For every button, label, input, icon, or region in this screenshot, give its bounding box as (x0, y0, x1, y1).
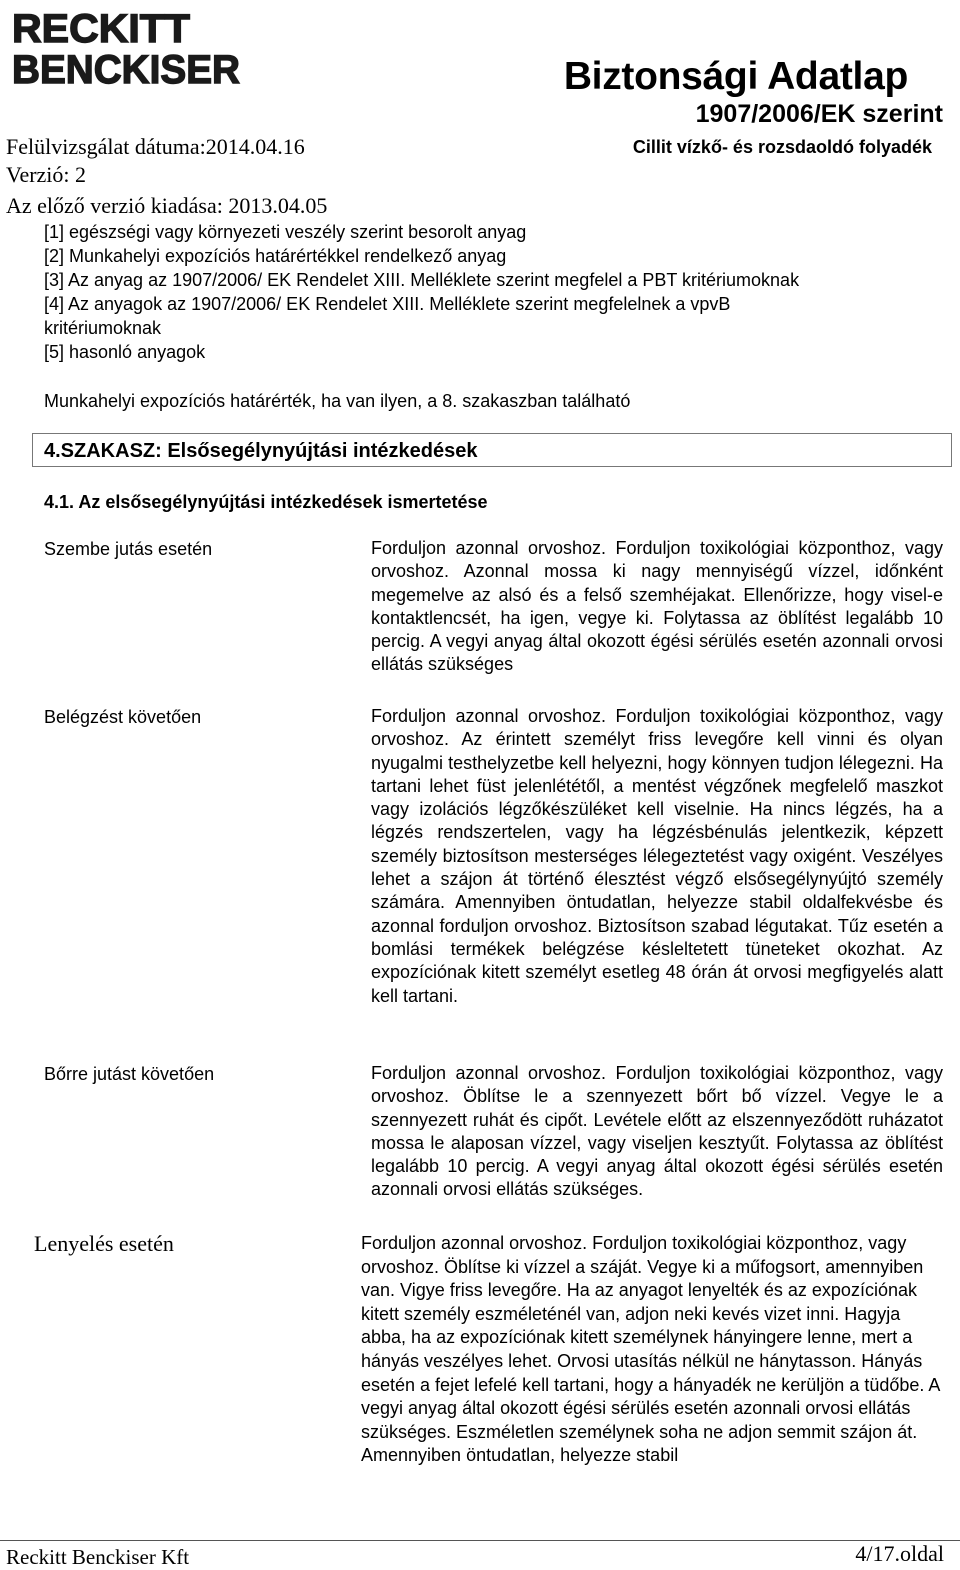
revision-date: Felülvizsgálat dátuma:2014.04.16 (6, 134, 305, 159)
skin-contact-text: Forduljon azonnal orvoshoz. Forduljon toxikológiai központhoz, vagy orvoshoz. Öblítse le a szennyezett bőrt bő vízzel. Vegye le a szennyezett ruhát és cipőt. Levétele előtt az elszennyeződött ruházatot mossa le alaposan vízzel, vagy viseljen kesztyűt. Folytassa az öblítést legalább 10 percig. A vegyi anyag által okozott égési sérülés esetén azonnali orvosi ellátás szükséges. (371, 1063, 943, 1200)
footnote-item: kritériumoknak (44, 318, 162, 338)
page-number: 4/17.oldal (855, 1541, 944, 1566)
logo-line1: RECKITT (12, 7, 190, 51)
ingestion-text: Forduljon azonnal orvoshoz. Forduljon toxikológiai központhoz, vagy orvoshoz. Öblítse ki vízzel a száját. Vegye ki a műfogsort, amennyiben van. Vigye friss levegőre. Ha az anyagot lenyelték és az expozíciónak kitett személy eszméleténél van, adjon neki kevés vizet inni. Hagyja abba, ha az expozíciónak kitett személynek hányingere lenne, mert a hányás veszélyes lehet. Orvosi utasítás nélkül ne hánytasson. Hányás esetén a fejet lefelé kell tartani, hogy a hányadék ne kerüljön a tüdőbe. A vegyi anyag által okozott égési sérülés esetén azonnali orvosi ellátás szükséges. Eszméletlen személynek soha ne adjon semmit szájon át. Amennyiben öntudatlan, helyezze stabil (361, 1233, 940, 1466)
regulation-reference: 1907/2006/EK szerint (695, 100, 943, 128)
eye-contact-text: Forduljon azonnal orvoshoz. Forduljon toxikológiai központhoz, vagy orvoshoz. Azonnal mossa ki nagy mennyiségű vízzel, időnként megemelve az alsó és a felső szemhéjakat. Ellenőrizze, hogy visel-e kontaktlencsét, ha igen, vegye ki. Folytassa az öblítést legalább 10 percig. A vegyi anyag által okozott égési sérülés esetén azonnali orvosi ellátás szükséges (371, 538, 943, 675)
eye-contact-label: Szembe jutás esetén (44, 539, 213, 559)
product-name: Cillit vízkő- és rozsdaoldó folyadék (632, 137, 932, 157)
footer-divider (0, 1540, 960, 1541)
footer-company: Reckitt Benckiser Kft (6, 1545, 190, 1569)
previous-version-date: Az előző verzió kiadása: 2013.04.05 (6, 193, 328, 218)
footnote-item: [4] Az anyagok az 1907/2006/ EK Rendelet XIII. Melléklete szerint megfelelnek a vpvB (44, 294, 731, 314)
document-title: Biztonsági Adatlap (563, 55, 908, 98)
footnote-item: [5] hasonló anyagok (44, 342, 206, 362)
ingestion-label: Lenyelés esetén (34, 1231, 174, 1256)
skin-contact-label: Bőrre jutást követően (44, 1064, 215, 1084)
inhalation-label: Belégzést követően (44, 707, 202, 727)
footnote-item: [2] Munkahelyi expozíciós határértékkel rendelkező anyag (44, 246, 507, 266)
logo-line2: BENCKISER (12, 48, 241, 88)
exposure-limit-note: Munkahelyi expozíciós határérték, ha van ilyen, a 8. szakaszban található (44, 391, 631, 411)
footnote-list (44, 220, 934, 364)
footnote-item: [1] egészségi vagy környezeti veszély szerint besorolt anyag (44, 222, 527, 242)
subsection-title: 4.1. Az elsősegélynyújtási intézkedések ismertetése (44, 492, 488, 512)
inhalation-text: Forduljon azonnal orvoshoz. Forduljon toxikológiai központhoz, vagy orvoshoz. Az érintett személyt friss levegőre kell vinni és olyan nyugalmi testhelyzetbe kell helyezni, hogy könnyen tudjon lélegezni. Ha tartani lehet füst jelenlététől, a mentést végzőnek megfelelő maszkot vagy izolációs légzőkészüléket kell viselnie. Ha nincs légzés, ha a légzés rendszertelen, vagy ha légzésbénulás jelentkezik, képzett személy biztosítson mesterséges lélegeztetést vagy oxigént. Veszélyes lehet a szájon át történő élesztést végző elsősegélynyújtó személy számára. Amennyiben öntudatlan, helyezze stabil oldalfekvésbe és azonnal forduljon orvoshoz. Biztosítson szabad légutakat. Tűz esetén a bomlási termékek belégzése késleltetett tüneteket okozhat. Az expozíciónak kitett személyt esetleg 48 órán át orvosi megfigyelés alatt kell tartani. (371, 706, 943, 1006)
footnote-item: [3] Az anyag az 1907/2006/ EK Rendelet XIII. Melléklete szerint megfelel a PBT kritériumoknak (44, 270, 800, 290)
version-number: Verzió: 2 (6, 162, 87, 187)
section-title: 4.SZAKASZ: Elsősegélynyújtási intézkedések (44, 440, 478, 462)
company-logo (10, 6, 245, 88)
